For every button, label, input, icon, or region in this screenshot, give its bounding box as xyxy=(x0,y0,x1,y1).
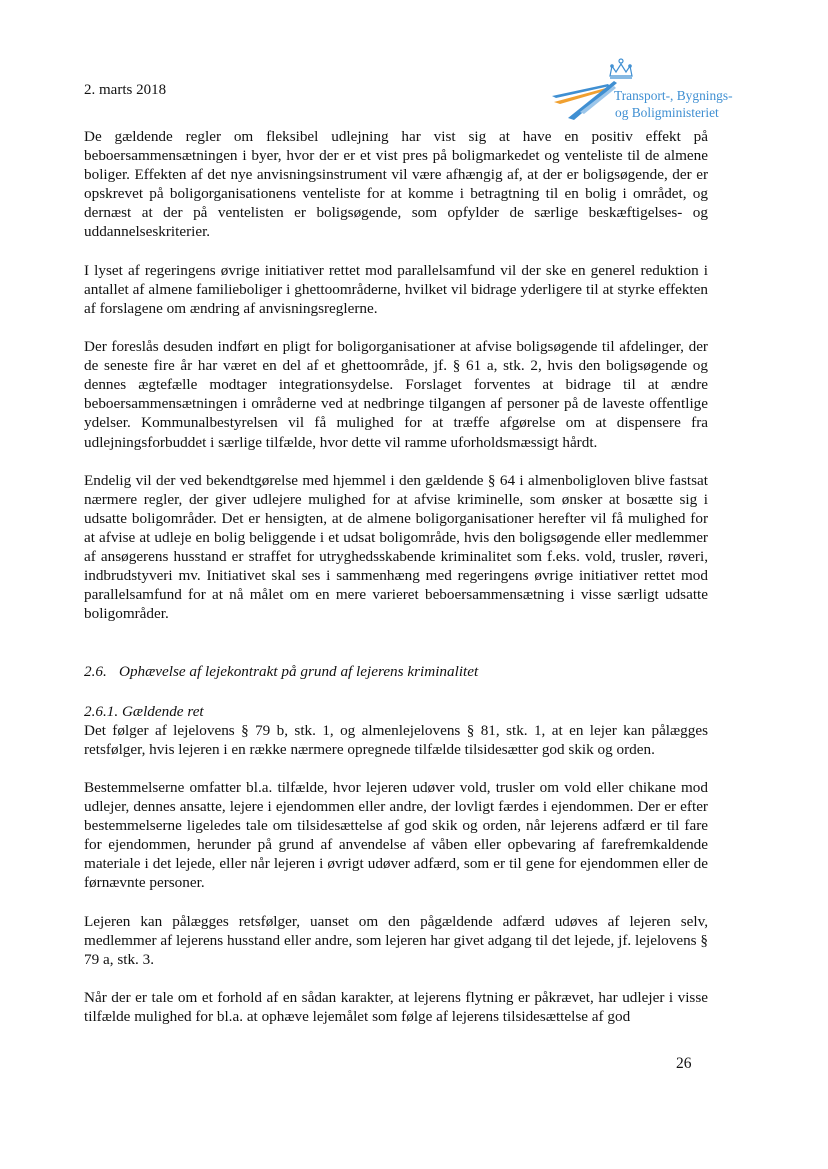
body-paragraph: Lejeren kan pålægges retsfølger, uanset om den pågældende adfærd udøves af lejeren selv, medlemmer af lejerens husstand eller andre, som lejeren har givet adgang til det lejede, jf. lejelovens § 79 a, stk. 3. xyxy=(84,912,708,968)
body-paragraph: Det følger af lejelovens § 79 b, stk. 1, og almenlejelovens § 81, stk. 1, at en lejer kan pålægges retsfølger, hvis lejeren i en række nærmere opregnede tilfælde tilsidesætter god skik og orden. xyxy=(84,721,708,758)
body-paragraph: I lyset af regeringens øvrige initiativer rettet mod parallelsamfund vil der ske en generel reduktion i antallet af almene familieboliger i ghettoområderne, hvilket vil bidrage yderligere til at styrke effekten af forslagene om ændring af anvisningsreglerne. xyxy=(84,261,708,317)
body-paragraph: Der foreslås desuden indført en pligt for boligorganisationer at afvise boligsøgende til afdelinger, der de seneste fire år har været en del af et ghettoområde, jf. § 61 a, stk. 2, hvis den boligsøgende og dennes ægtefælle modtager integrationsydelse. Forslaget forventes at bidrage til at ændre beboersammensætningen i områderne ved at nedbringe tilgangen af personer på de laveste offentlige ydelser. Kommunalbestyrelsen vil få mulighed for at træffe afgørelse om at dispensere fra udlejningsforbuddet i særlige tilfælde, hvor dette vil ramme uforholdsmæssigt hårdt. xyxy=(84,338,708,451)
body-paragraph: Endelig vil der ved bekendtgørelse med hjemmel i den gældende § 64 i almenboligloven blive fastsat nærmere regler, der giver udlejere mulighed for at afvise kriminelle, som ønsker at bosætte sig i udsatte boligområder. Det er hensigten, at de almene boligorganisationer herefter vil få mulighed for at afvise at udleje en bolig beliggende i et udsat boligområde, hvis den boligsøgende eller medlemmer af ansøgerens husstand er straffet for utryghedsskabende kriminalitet som f.eks. vold, trusler, røveri, indbrudstyveri mv. Initiativet skal ses i sammenhæng med regeringens øvrige initiativer rettet mod parallelsamfund for at nå målet om en mere varieret beboersammensætning i visse særligt udsatte boligområder. xyxy=(84,471,708,623)
body-paragraph: Når der er tale om et forhold af en sådan karakter, at lejerens flytning er påkrævet, har udlejer i visse tilfælde mulighed for bl.a. at ophæve lejemålet som følge af lejerens tilsidesættelse af god xyxy=(84,988,708,1026)
body-paragraph: Bestemmelserne omfatter bl.a. tilfælde, hvor lejeren udøver vold, trusler om vold eller chikane mod udlejer, dennes ansatte, lejere i ejendommen eller andre, der lovligt færdes i ejendommen. Der er efter bestemmelserne ligeledes tale om tilsidesættelse af god skik og orden, når lejerens adfærd er til fare for ejendommen, herunder på grund af anvendelse af våben eller opbevaring af farefremkaldende materiale i det lejede, eller når lejeren i øvrigt udøver adfærd, som er til gene for ejendommen eller de førnævnte personer. xyxy=(84,778,708,892)
ministry-logo xyxy=(548,56,758,126)
subsection-heading: 2.6.1. Gældende ret xyxy=(84,702,204,720)
section-heading xyxy=(84,662,708,681)
section-title: Ophævelse af lejekontrakt på grund af lejerens kriminalitet xyxy=(119,663,479,681)
document-body xyxy=(84,127,708,1026)
logo-text xyxy=(614,87,764,121)
logo-line-1: Transport-, Bygnings- xyxy=(614,88,733,103)
page-number: 26 xyxy=(676,1055,692,1072)
logo-line-2: og Boligministeriet xyxy=(615,105,719,120)
body-paragraph: De gældende regler om fleksibel udlejning har vist sig at have en positiv effekt på beboersammensætningen i byer, hvor der er et vist pres på boligmarkedet og venteliste til de almene boliger. Effekten af det nye anvisningsinstrument vil være afhængig af, at der er boligsøgende, der er opskrevet på boligorganisationens venteliste for at komme i betragtning til en bolig i området, og dernæst at der på ventelisten er boligsøgende, som opfylder de særlige beskæftigelses- og uddannelseskriterier. xyxy=(84,128,708,241)
section-number: 2.6. xyxy=(84,663,107,681)
document-date: 2. marts 2018 xyxy=(84,82,167,98)
